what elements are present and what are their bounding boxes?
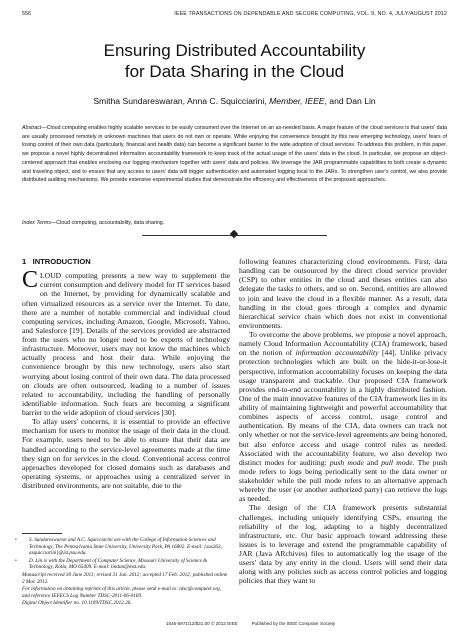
author-membership: Member, IEEE,: [269, 96, 327, 106]
abstract-label: Abstract: [22, 125, 42, 131]
page-number: 556: [22, 11, 31, 17]
index-terms-label: Index Terms: [22, 220, 51, 226]
right-paragraph-3: The design of the CIA framework presents substantial challenges, including uniquely identifying CSPs, ensuring the reliability of the log, adapting to a highly decentralized infrastructure, etc. Our basic approach toward addressing these issues is to leverage and extend the programmable capability of JAR (Java ARchives) files to automatically log the usage of the users' data by any entity in the cloud. Users will send their data along with any policies such as access control policies and logging policies that they want to: [239, 503, 447, 586]
right-column: [239, 257, 447, 586]
intro-paragraph-1: [22, 267, 230, 417]
footnotes: [15, 537, 230, 608]
drop-cap: C: [22, 267, 39, 294]
bullet-icon: •: [15, 557, 17, 564]
footnote-reprints: For information on obtaining reprints of this article, please send e-mail to: tdsc@computer.org, and reference IEEECS Log Number TDSC-2011-06-0169.: [22, 586, 222, 599]
section-title: INTRODUCTION: [32, 257, 91, 266]
author-last: and Dan Lin: [326, 96, 376, 106]
author-line: [20, 96, 449, 106]
index-terms-text: —Cloud computing, accountability, data sharing.: [50, 220, 165, 226]
intro-first-word: LOUD: [40, 271, 62, 281]
footnote-affiliation-2: • D. Lin is with the Department of Computer Science, Missouri University of Science & Technology, Rolla, MO 65409. E-mail: lindan@mst.edu.: [15, 557, 208, 571]
footer-publisher: Published by the IEEE Computer Society: [251, 621, 336, 626]
page-footer: [166, 621, 349, 626]
left-column: [22, 257, 230, 490]
footnote-manuscript: Manuscript received 30 June 2011; revised 31 Jan. 2012; accepted 17 Feb. 2012; published online 2 Mar. 2012.: [22, 571, 228, 585]
right-paragraph-2: To overcome the above problems, we propose a novel approach, namely Cloud Information Accountability (CIA) framework, based on the notion of information accountability [44]. Unlike privacy protection technologies which are built on the hide-it-or-lose-it perspective, information accountability focuses on keeping the data usage transparent and trackable. Our proposed CIA framework provides end-to-end accountability in a highly distributed fashion. One of the main innovative features of the CIA framework lies in its ability of maintaining lightweight and powerful accountability that combines aspects of access control, usage control and authentication. By means of the CIA, data owners can track not only whether or not the service-level agreements are being honored, but also enforce access and usage control rules as needed. Associated with the accountability feature, we also develop two distinct modes for auditing: push mode and pull mode. The push mode refers to logs being periodically sent to the data owner or stakeholder while the pull mode refers to an alternative approach whereby the user (or another authorized party) can retrieve the logs as needed.: [239, 330, 448, 504]
bullet-icon: •: [15, 537, 17, 543]
title-line-1: Ensuring Distributed Accountability: [103, 41, 366, 60]
abstract-text: —Cloud computing enables highly scalable services to be easily consumed over the Internet on an as-needed basis. A major feature of the cloud services is that users' data are usually processed remotely in unknown machines that users do not own or operate. While enjoying the convenience brought by this new emerging technology, users' fears of losing control of their own data (particularly, financial and health data) can become a significant barrier to the wide adoption of cloud services. To address this problem, in this paper, we propose a novel highly decentralized information accountability framework to keep track of the actual usage of the users' data in the cloud. In particular, we propose an object-centered approach that enables enclosing our logging mechanism together with users' data and policies. We leverage the JAR programmable capabilities to both create a dynamic and traveling object, and to ensure that any access to users' data will trigger authentication and automated logging local to the JARs. To strengthen user's control, we also provide distributed auditing mechanisms. We provide extensive experimental studies that demonstrate the efficiency and effectiveness of the proposed approaches.: [22, 125, 447, 184]
author-names: Smitha Sundareswaran, Anna C. Squicciarini,: [93, 96, 270, 106]
index-terms: [22, 220, 447, 226]
footer-issn: 1545-5971/12/$31.00 © 2012 IEEE: [166, 621, 238, 626]
journal-header: IEEE TRANSACTIONS ON DEPENDABLE AND SECURE COMPUTING, VOL. 9, NO. 4, JULY/AUGUST 2012: [174, 11, 447, 17]
diamond-ornament-icon: [230, 230, 238, 238]
right-paragraph-1: following features characterizing cloud environments. First, data handling can be outsourced by the direct cloud service provider (CSP) to other entities in the cloud and theses entities can also delegate the tasks to others, and so on. Second, entities are allowed to join and leave the cloud in a flexible manner. As a result, data handling in the cloud goes through a complex and dynamic hierarchical service chain which does not exist in conventional environments.: [239, 257, 447, 330]
intro-paragraph-2: To allay users' concerns, it is essential to provide an effective mechanism for users to monitor the usage of their data in the cloud. For example, users need to be able to ensure that their data are handled according to the service-level agreements made at the time they sign on for services in the cloud. Conventional access control approaches developed for closed domains such as databases and operating systems, or approaches using a centralized server in distributed environments, are not suitable, due to the: [22, 417, 230, 490]
running-header: [22, 11, 447, 21]
footnote-doi: Digital Object Identifier no. 10.1109/TDSC.2012.26.: [22, 600, 132, 607]
footnote-rule: [22, 533, 62, 534]
intro-paragraph-1-text: computing presents a new way to supplement the current consumption and delivery model for IT services based on the Internet, by providing for dynamically scalable and often virtualized resources as a service over the Internet. To date, there are a number of notable commercial and individual cloud computing services, including Amazon, Google, Microsoft, Yahoo, and Salesforce [19]. Details of the services provided are abstracted from the users who no longer need to be experts of technology infrastructure. Moreover, users may not know the machines which actually process and host their data. While enjoying the convenience brought by this new technology, users also start worrying about losing control of their own data. The data processed on clouds are often outsourced, leading to a number of issues related to accountability, including the handling of personally identifiable information. Such fears are becoming a significant barrier to the wide adoption of cloud services [30].: [22, 271, 230, 417]
title-line-2: for Data Sharing in the Cloud: [124, 62, 345, 81]
abstract: [22, 124, 447, 185]
paper-title: [20, 40, 449, 82]
section-heading: [22, 257, 230, 266]
footnote-affiliation-1: • S. Sundareswaran and A.C. Squicciarini are with the College of Information Sciences and Technology, The Pennsylvania State University, University Park, PA 16802. E-mail: {sus263, asquicciarini}@ist.psu.edu.: [15, 537, 222, 557]
section-number: 1: [22, 257, 27, 266]
